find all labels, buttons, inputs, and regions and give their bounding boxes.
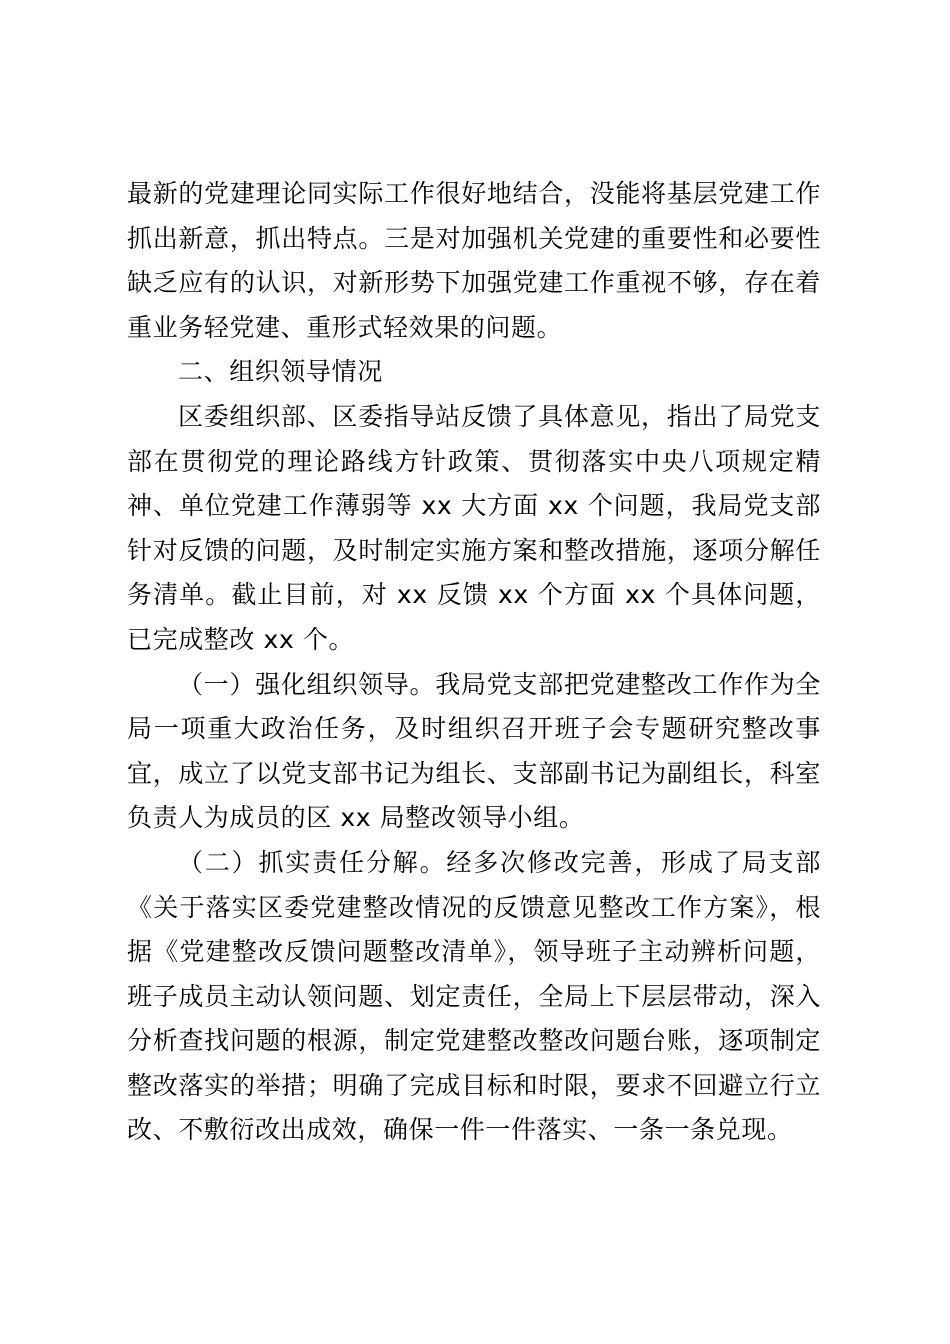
paragraph-feedback-summary: 区委组织部、区委指导站反馈了具体意见，指出了局党支部在贯彻党的理论路线方针政策、贯彻落实中央八项规定精神、单位党建工作薄弱等 xx 大方面 xx 个问题，我局党支部针对反馈的问题，及时制定实施方案和整改措施，逐项分解任务清单。截止目前，对 xx 反馈 xx 个方面 xx 个具体问题，已完成整改 xx 个。	[127, 401, 821, 654]
paragraph-strengthen-leadership: （一）强化组织领导。我局党支部把党建整改工作作为全局一项重大政治任务，及时组织召开班子会专题研究整改事宜，成立了以党支部书记为组长、支部副书记为副组长，科室负责人为成员的区 xx 局整改领导小组。	[127, 669, 821, 833]
paragraph-continuation: 最新的党建理论同实际工作很好地结合，没能将基层党建工作抓出新意，抓出特点。三是对加强机关党建的重要性和必要性缺乏应有的认识，对新形势下加强党建工作重视不够，存在着重业务轻党建、重形式轻效果的问题。	[127, 179, 821, 342]
section-heading-organization-leadership: 二、组织领导情况	[178, 357, 383, 387]
document-body	[127, 172, 821, 1153]
paragraph-responsibility-breakdown: （二）抓实责任分解。经多次修改完善，形成了局支部《关于落实区委党建整改情况的反馈意见整改工作方案》，根据《党建整改反馈问题整改清单》，领导班子主动辨析问题，班子成员主动认领问题、划定责任，全局上下层层带动，深入分析查找问题的根源，制定党建整改整改问题台账，逐项制定整改落实的举措；明确了完成目标和时限，要求不回避立行立改、不敷衍改出成效，确保一件一件落实、一条一条兑现。	[127, 847, 821, 1145]
